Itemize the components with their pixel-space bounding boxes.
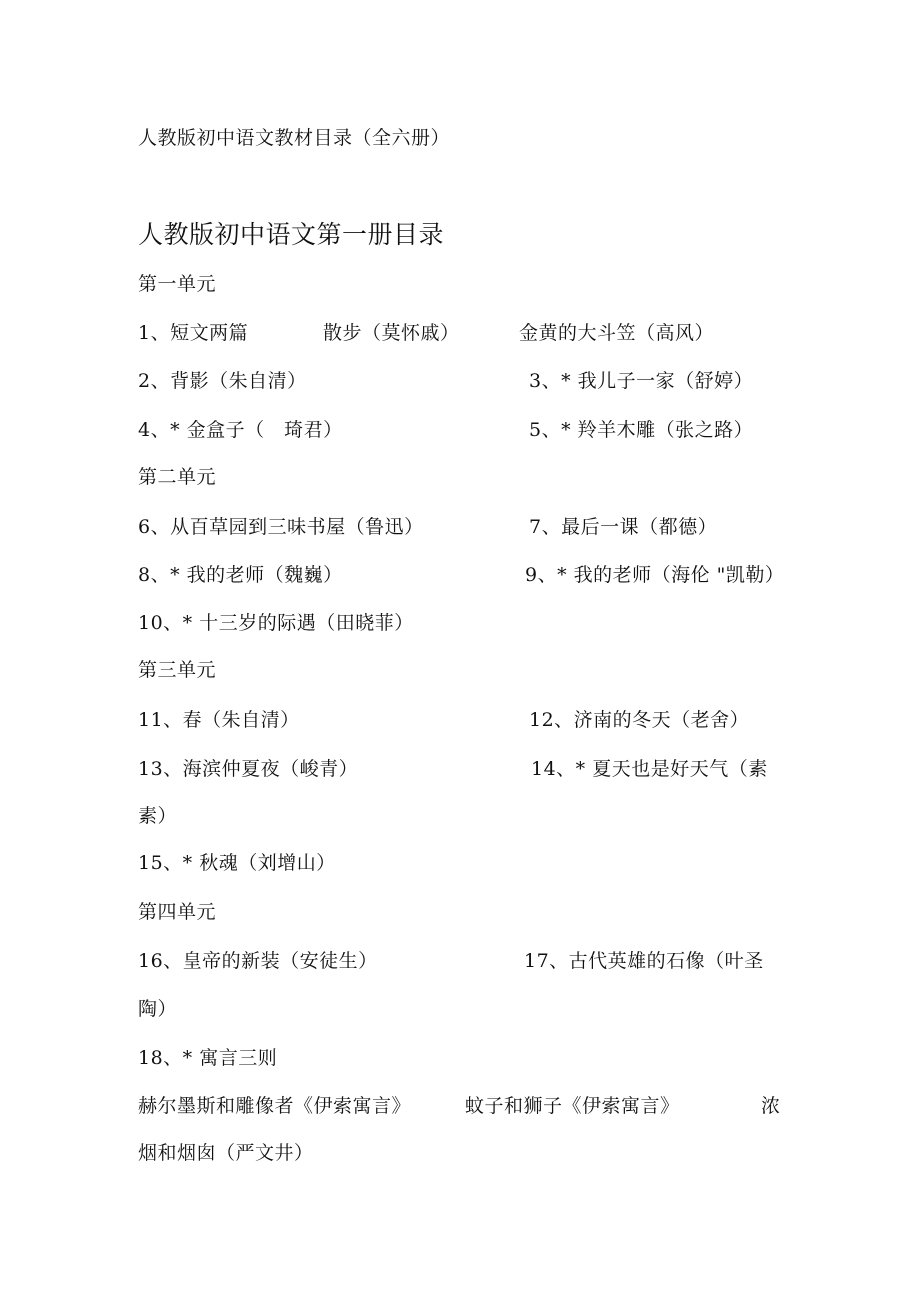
- unit-1-heading: 第一单元: [138, 273, 217, 295]
- lesson-6: 6、从百草园到三味书屋（鲁迅）: [138, 516, 424, 538]
- lesson-15: 15、* 秋魂（刘增山）: [138, 852, 336, 874]
- lesson-17: 17、古代英雄的石像（叶圣: [524, 950, 764, 972]
- lesson-10: 10、* 十三岁的际遇（田晓菲）: [138, 612, 414, 634]
- lesson-8: 8、* 我的老师（魏巍）: [138, 564, 343, 586]
- lesson-1: 1、短文两篇: [138, 322, 249, 344]
- lesson-13: 13、海滨仲夏夜（峻青）: [138, 758, 359, 780]
- lesson-17-continued: 陶）: [138, 998, 178, 1020]
- lesson-18-fable-a: 赫尔墨斯和雕像者《伊索寓言》: [138, 1095, 412, 1117]
- lesson-1-part-a: 散步（莫怀戚）: [323, 322, 460, 344]
- lesson-7: 7、最后一课（都德）: [529, 516, 718, 538]
- lesson-18: 18、* 寓言三则: [138, 1047, 278, 1069]
- unit-2-heading: 第二单元: [138, 466, 217, 488]
- lesson-14: 14、* 夏天也是好天气（素: [531, 758, 768, 780]
- lesson-4: 4、* 金盒子（ 琦君）: [138, 419, 343, 441]
- lesson-16: 16、皇帝的新装（安徒生）: [138, 950, 378, 972]
- lesson-5: 5、* 羚羊木雕（张之路）: [529, 419, 754, 441]
- lesson-9: 9、* 我的老师（海伦 "凯勒）: [525, 564, 785, 586]
- lesson-14-continued: 素）: [138, 805, 178, 827]
- unit-4-heading: 第四单元: [138, 901, 217, 923]
- lesson-2: 2、背影（朱自清）: [138, 370, 307, 392]
- lesson-18-fable-c-start: 浓: [761, 1095, 781, 1117]
- lesson-18-fable-c-end: 烟和烟囱（严文井）: [138, 1142, 314, 1164]
- lesson-3: 3、* 我儿子一家（舒婷）: [529, 370, 754, 392]
- lesson-18-fable-b: 蚊子和狮子《伊索寓言》: [465, 1095, 680, 1117]
- document-title: 人教版初中语文教材目录（全六册）: [138, 127, 451, 149]
- lesson-11: 11、春（朱自清）: [138, 709, 300, 731]
- unit-3-heading: 第三单元: [138, 659, 217, 681]
- lesson-12: 12、济南的冬天（老舍）: [529, 709, 750, 731]
- book1-heading: 人教版初中语文第一册目录: [138, 220, 445, 249]
- lesson-1-part-b: 金黄的大斗笠（高风）: [519, 322, 715, 344]
